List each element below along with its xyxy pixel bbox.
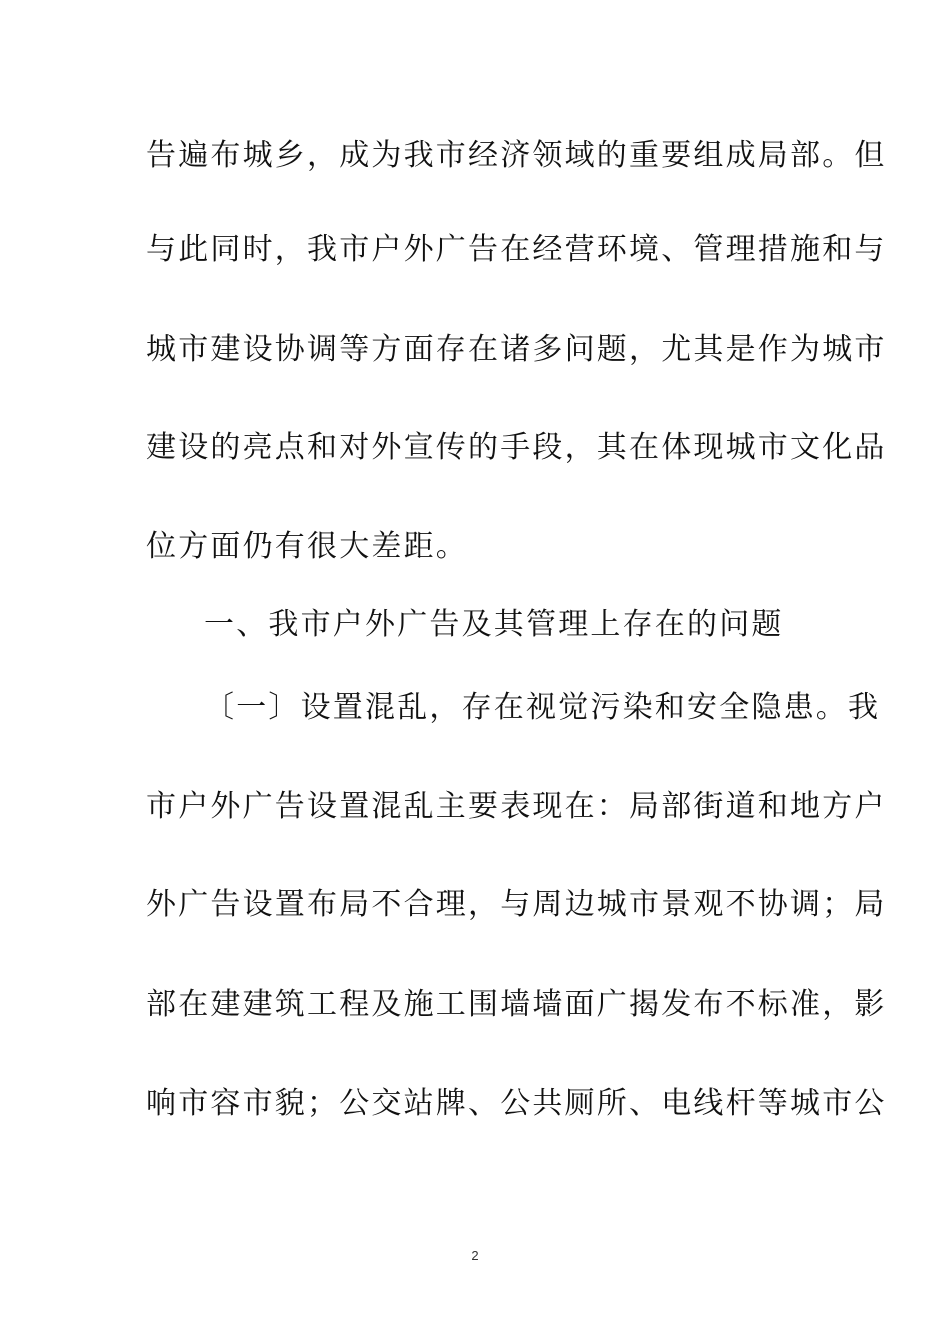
subsection-heading: 〔一〕设置混乱，存在视觉污染和安全隐患。我 xyxy=(204,690,881,725)
section-heading: 一、我市户外广告及其管理上存在的问题 xyxy=(204,607,784,642)
page-number: 2 xyxy=(471,1248,479,1263)
text-line: 告遍布城乡，成为我市经济领域的重要组成局部。但 xyxy=(146,138,887,173)
text-line: 外广告设置布局不合理，与周边城市景观不协调；局 xyxy=(146,887,887,922)
text-line: 建设的亮点和对外宣传的手段，其在体现城市文化品 xyxy=(146,430,887,465)
text-line: 城市建设协调等方面存在诸多问题，尤其是作为城市 xyxy=(146,332,887,367)
text-line: 部在建建筑工程及施工围墙墙面广揭发布不标准，影 xyxy=(146,987,887,1022)
text-line: 与此同时，我市户外广告在经营环境、管理措施和与 xyxy=(146,232,887,267)
text-line: 市户外广告设置混乱主要表现在：局部街道和地方户 xyxy=(146,789,887,824)
text-line: 响市容市貌；公交站牌、公共厕所、电线杆等城市公 xyxy=(146,1086,887,1121)
text-line: 位方面仍有很大差距。 xyxy=(146,529,468,564)
